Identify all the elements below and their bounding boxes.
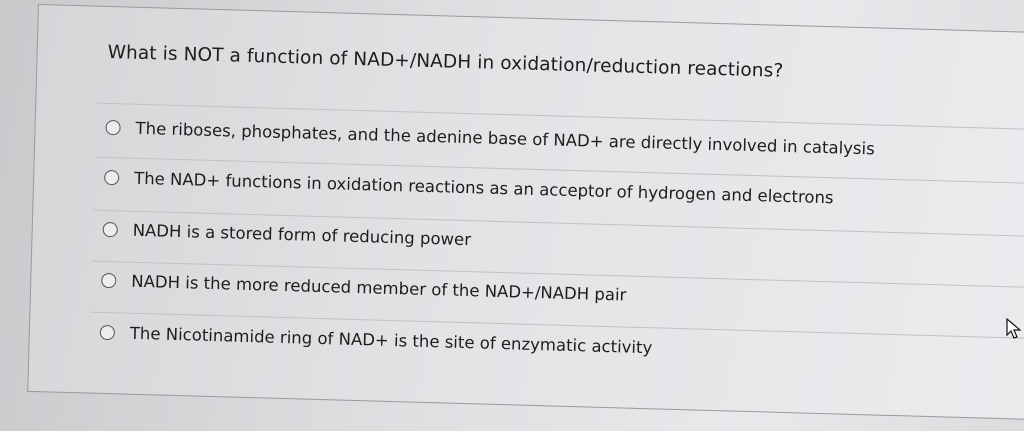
option-2[interactable]: [104, 163, 834, 211]
option-4[interactable]: [101, 266, 627, 309]
option-3[interactable]: [102, 215, 471, 253]
radio-circle-icon[interactable]: [100, 324, 115, 339]
radio-circle-icon[interactable]: [101, 272, 116, 287]
radio-circle-icon[interactable]: [104, 169, 119, 184]
option-1-label[interactable]: The riboses, phosphates, and the adenine base of NAD+ are directly involved in catalysis: [135, 118, 876, 158]
option-3-label[interactable]: NADH is a stored form of reducing power: [132, 220, 472, 249]
radio-circle-icon[interactable]: [103, 221, 118, 236]
quiz-card: [27, 4, 1024, 422]
option-4-label[interactable]: NADH is the more reduced member of the NAD+/NADH pair: [131, 271, 627, 305]
question-text: What is NOT a function of NAD+/NADH in oxidation/reduction reactions?: [107, 41, 784, 82]
option-5-label[interactable]: The Nicotinamide ring of NAD+ is the site of enzymatic activity: [129, 323, 653, 357]
mouse-pointer-icon: [1006, 318, 1022, 340]
option-2-label[interactable]: The NAD+ functions in oxidation reactions as an acceptor of hydrogen and electrons: [133, 168, 834, 207]
radio-circle-icon[interactable]: [105, 119, 120, 134]
